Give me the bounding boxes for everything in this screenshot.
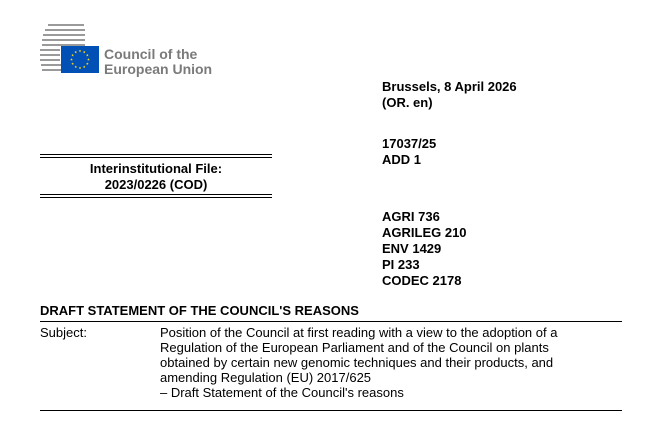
flag-star <box>71 62 74 65</box>
subject-line: obtained by certain new genomic techniques and their products, and <box>160 355 554 370</box>
logo-line-2: European Union <box>104 61 213 77</box>
original-language: (OR. en) <box>382 95 433 110</box>
file-label: Interinstitutional File: <box>89 161 223 176</box>
document-number: 17037/25 <box>382 136 437 151</box>
code-item: AGRILEG 210 <box>382 225 467 240</box>
flag-star <box>74 51 77 54</box>
flag-star <box>74 65 77 68</box>
subject-line: Regulation of the European Parliament and of the Council on plants <box>160 340 549 355</box>
subject-line: – Draft Statement of the Council's reasons <box>160 385 404 400</box>
place-date: Brussels, 8 April 2026 <box>382 79 517 94</box>
eu-flag-icon <box>61 46 99 73</box>
statement-heading: DRAFT STATEMENT OF THE COUNCIL'S REASONS <box>40 303 359 318</box>
subject-codes <box>382 209 467 289</box>
subject-text <box>160 325 620 400</box>
subject-top-rule <box>40 321 622 322</box>
flag-star <box>79 50 82 53</box>
file-box-bottom-rule <box>40 194 272 198</box>
document-reference <box>382 136 436 168</box>
addendum-number: ADD 1 <box>382 152 422 167</box>
flag-star <box>83 65 86 68</box>
subject-bottom-rule <box>40 410 622 411</box>
eu-stars-circle <box>61 46 99 73</box>
code-item: CODEC 2178 <box>382 273 462 288</box>
code-item: ENV 1429 <box>382 241 442 256</box>
file-number: 2023/0226 (COD) <box>104 177 208 192</box>
flag-star <box>83 51 86 54</box>
code-item: AGRI 736 <box>382 209 440 224</box>
subject-line: amending Regulation (EU) 2017/625 <box>160 370 372 385</box>
logo-line-1: Council of the <box>104 46 198 62</box>
flag-star <box>86 54 89 57</box>
interinstitutional-file <box>40 161 272 193</box>
code-item: PI 233 <box>382 257 420 272</box>
interinstitutional-file-box <box>40 154 272 198</box>
council-logo <box>40 22 280 82</box>
place-date-block <box>382 79 517 111</box>
flag-star <box>86 62 89 65</box>
subject-line: Position of the Council at first reading with a view to the adoption of a <box>160 325 558 340</box>
subject-label: Subject: <box>40 325 87 340</box>
flag-star <box>87 58 90 61</box>
flag-star <box>79 67 82 70</box>
file-box-top-rule <box>40 154 272 158</box>
logo-text <box>104 47 212 77</box>
flag-star <box>71 54 74 57</box>
flag-star <box>70 58 73 61</box>
